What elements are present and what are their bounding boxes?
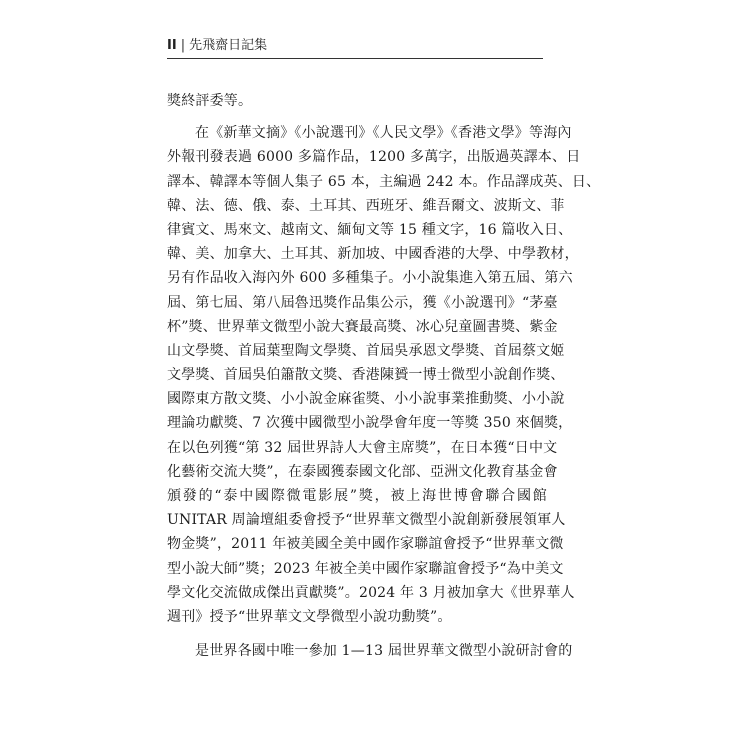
text-line: 外報刊發表過 6000 多篇作品，1200 多萬字，出版過英譯本、日 <box>167 149 581 166</box>
text-line: 是世界各國中唯一參加 1—13 屆世界華文微型小說研討會的 <box>195 643 573 660</box>
body-text <box>167 89 601 663</box>
text-line: 律賓文、馬來文、越南文、緬甸文等 15 種文字，16 篇收入日、 <box>167 221 573 238</box>
header-rule <box>167 58 543 59</box>
running-head <box>167 38 267 54</box>
text-line: 另有作品收入海內外 600 多種集子。小小說集進入第五屆、第六 <box>167 270 573 287</box>
paragraph <box>167 639 573 663</box>
text-line: 文學獎、首屆吳伯簫散文獎、香港陳贇一博士微型小說創作獎、 <box>167 367 565 384</box>
text-line: 學文化交流做成傑出貢獻獎”。2024 年 3 月被加拿大《世界華人 <box>167 584 575 601</box>
text-line: 型小說大師”獎；2023 年被全美中國作家聯誼會授予“為中美文 <box>167 560 564 577</box>
book-title: 先飛齋日記集 <box>189 38 268 53</box>
text-line: 譯本、韓譯本等個人集子 65 本，主編過 242 本。作品譯成英、日、 <box>167 173 601 190</box>
text-line: 韓、美、加拿大、土耳其、新加坡、中國香港的大學、中學教材， <box>167 246 579 263</box>
running-head-separator: | <box>180 38 186 53</box>
text-line: 在以色列獲“第 32 屆世界詩人大會主席獎”，在日本獲“日中文 <box>167 439 558 456</box>
text-line: 國際東方散文獎、小小說金麻雀獎、小小說事業推動獎、小小說 <box>167 391 565 408</box>
text-line: 山文學獎、首屆葉聖陶文學獎、首屆吳承恩文學獎、首屆蔡文姬 <box>167 342 565 359</box>
text-line: 杯”獎、世界華文微型小說大賽最高獎、冰心兒童圖書獎、紫金 <box>167 318 558 335</box>
page-number: II <box>167 38 177 53</box>
text-line: 韓、法、德、俄、泰、土耳其、西班牙、維吾爾文、波斯文、菲 <box>167 197 565 214</box>
text-line: 在《新華文摘》《小說選刊》《人民文學》《香港文學》等海內 <box>195 125 572 142</box>
text-line: UNITAR 周論壇組委會授予“世界華文微型小說創新發展領軍人 <box>167 512 566 529</box>
text-line: 週刊》授予“世界華文文學微型小說功勳獎”。 <box>167 608 452 625</box>
text-line: 獎終評委等。 <box>167 93 253 109</box>
text-line: 屆、第七屆、第八屆魯迅獎作品集公示，獲《小說選刊》“茅臺 <box>167 294 558 311</box>
paragraph <box>167 121 601 629</box>
text-line: 化藝術交流大獎”，在泰國獲泰國文化部、亞洲文化教育基金會 <box>167 463 558 480</box>
paragraph <box>167 89 547 113</box>
text-line: 物金獎”，2011 年被美國全美中國作家聯誼會授予“世界華文微 <box>167 536 564 553</box>
text-line: 理論功獻獎、7 次獲中國微型小說學會年度一等獎 350 來個獎， <box>167 415 573 432</box>
text-line: 頒發的“泰中國際微電影展”獎，被上海世博會聯合國館 <box>167 488 547 504</box>
